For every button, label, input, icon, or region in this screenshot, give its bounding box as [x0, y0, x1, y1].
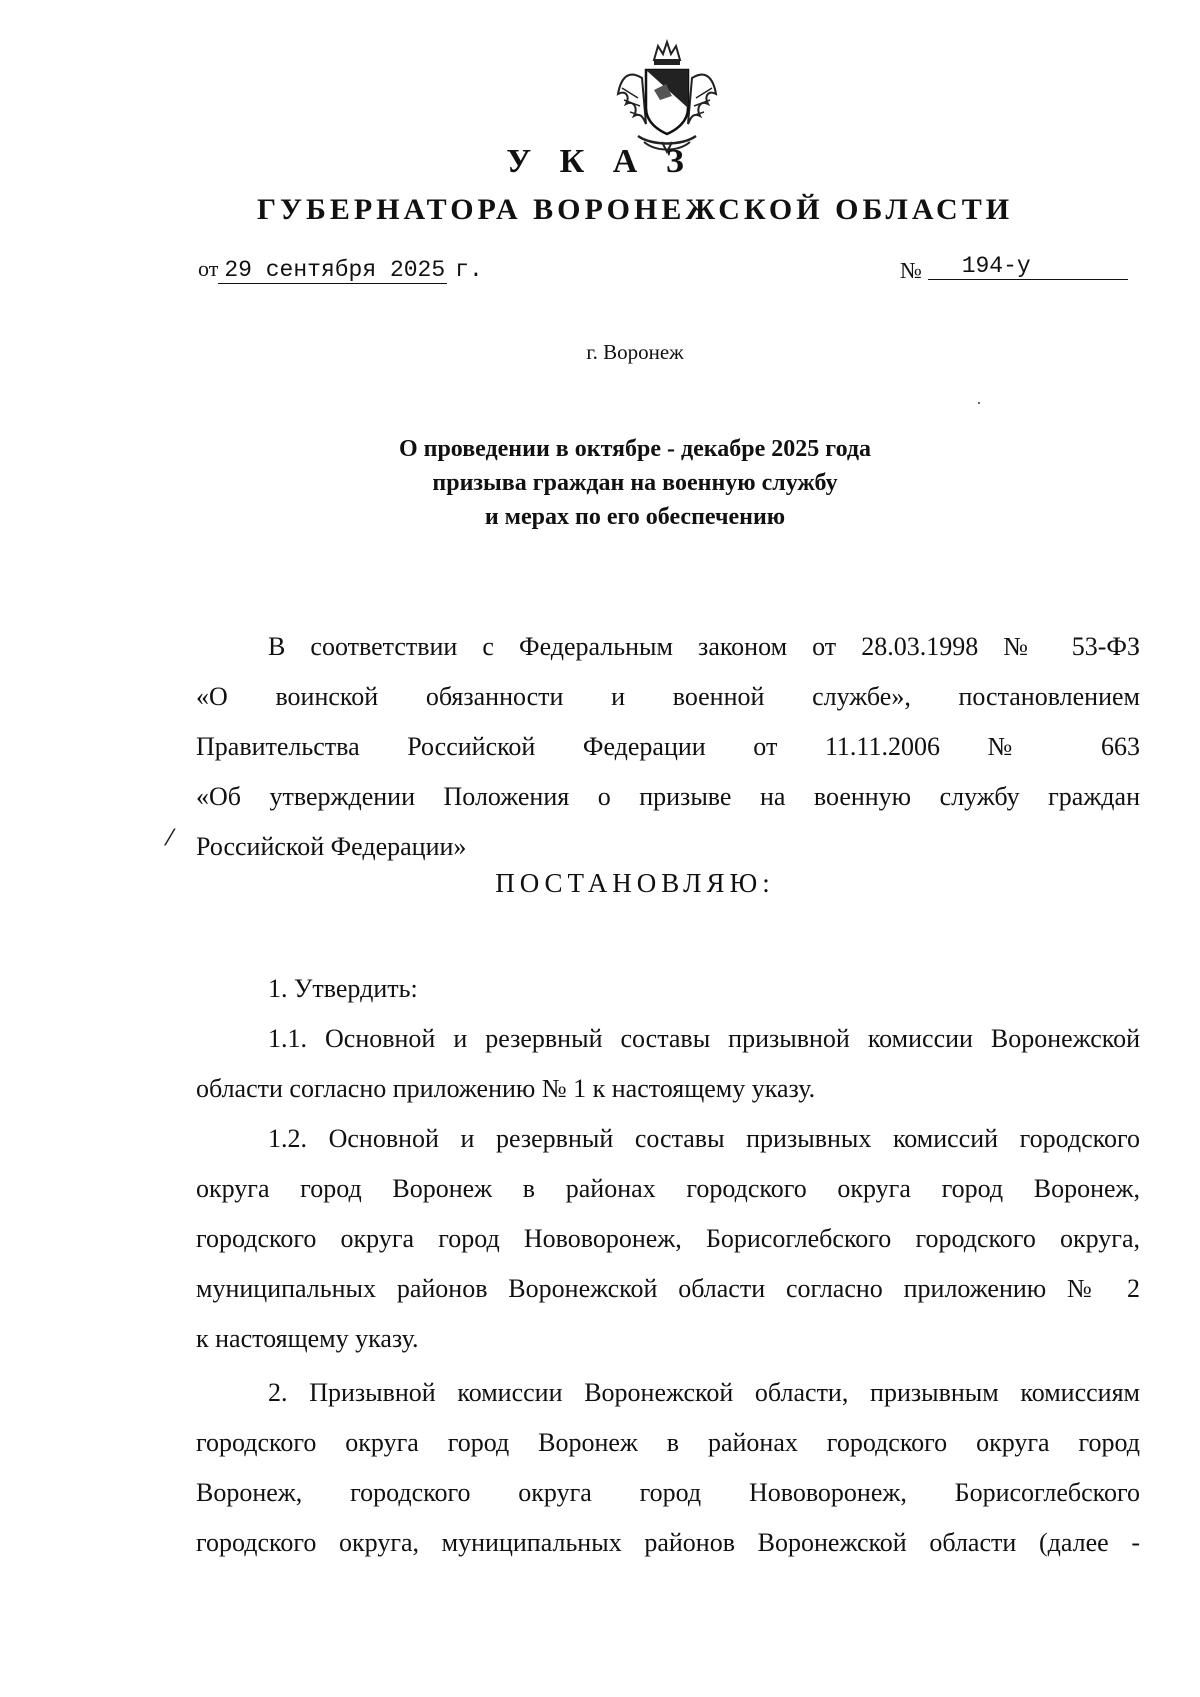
clause-1-2-line: 1.2. Основной и резервный составы призывных комиссий городского: [268, 1124, 1140, 1153]
document-subtitle: ГУБЕРНАТОРА ВОРОНЕЖСКОЙ ОБЛАСТИ: [256, 193, 1014, 226]
decree-word: ПОСТАНОВЛЯЮ:: [495, 868, 775, 898]
clause-1-2-line: к настоящему указу.: [196, 1324, 419, 1353]
decree-date: [198, 256, 483, 284]
number-value: 194-у: [928, 253, 1128, 280]
clause-1-2-line: муниципальных районов Воронежской области согласно приложению № 2: [196, 1274, 1140, 1303]
preamble-line: Правительства Российской Федерации от 11.11.2006 № 663: [196, 732, 1140, 761]
clause-2-line: городского округа, муниципальных районов Воронежской области (далее -: [196, 1528, 1140, 1557]
clause-2-line: Воронеж, городского округа город Нововоронеж, Борисоглебского: [196, 1478, 1140, 1507]
decree-subject: [0, 432, 1200, 534]
clause-1-1-line: области согласно приложению № 1 к настоящему указу.: [196, 1074, 816, 1103]
preamble-line: «О воинской обязанности и военной службе», постановлением: [196, 682, 1140, 711]
subject-line: и мерах по его обеспечению: [484, 504, 786, 530]
clause-1-1-line: 1.1. Основной и резервный составы призывной комиссии Воронежской: [268, 1024, 1140, 1053]
document-title: У К А З: [506, 143, 694, 180]
number-sign: №: [900, 258, 922, 283]
clauses: [196, 964, 1140, 1568]
preamble-line: Российской Федерации»: [196, 832, 467, 861]
preamble: [196, 622, 1140, 872]
voronezh-coat-of-arms-icon: [612, 38, 722, 156]
city: г. Воронеж: [586, 340, 684, 364]
clause-1-2-line: округа город Воронеж в районах городского округа город Воронеж,: [196, 1174, 1140, 1203]
date-suffix: г.: [455, 257, 483, 283]
stray-dot: [978, 402, 980, 404]
margin-mark: ⁄: [168, 826, 172, 851]
date-value: 29 сентября 2025: [218, 257, 447, 284]
clause-2-line: 2. Призывной комиссии Воронежской области, призывным комиссиям: [268, 1378, 1140, 1407]
subject-line: призыва граждан на военную службу: [432, 470, 838, 496]
clause-1: 1. Утвердить:: [268, 974, 418, 1003]
preamble-line: В соответствии с Федеральным законом от 28.03.1998 № 53-ФЗ: [268, 632, 1140, 661]
decree-number: [900, 253, 1128, 286]
preamble-line: «Об утверждении Положения о призыве на военную службу граждан: [196, 782, 1140, 811]
emblem-svg: [612, 38, 722, 156]
clause-2-line: городского округа город Воронеж в районах городского округа город: [196, 1428, 1140, 1457]
subject-line: О проведении в октябре - декабре 2025 года: [398, 436, 872, 462]
clause-1-2-line: городского округа город Нововоронеж, Борисоглебского городского округа,: [196, 1224, 1140, 1253]
date-prefix: от: [198, 256, 219, 281]
